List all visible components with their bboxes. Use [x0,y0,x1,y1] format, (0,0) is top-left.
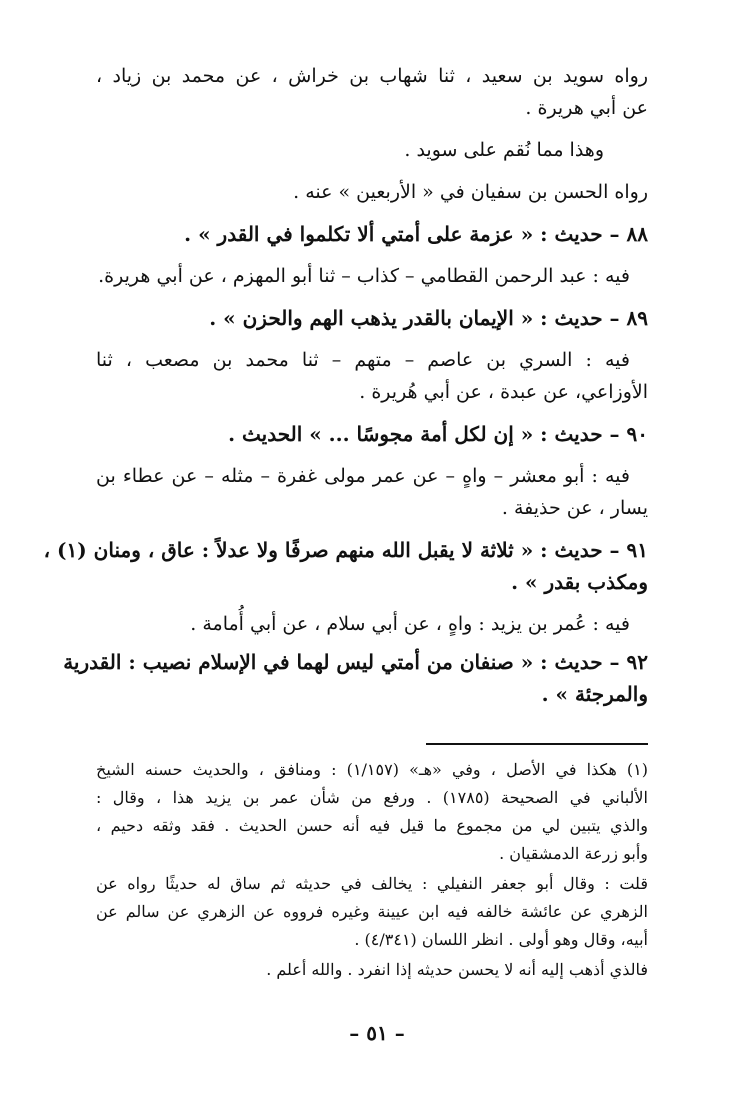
hadith-88-commentary [96,260,648,292]
text-line: فيه : السري بن عاصم – متهم – ثنا محمد بن مصعب ، ثنا [96,349,630,371]
text-line: وهذا مما نُقم على سويد . [404,139,604,161]
footnote-line: (١) هكذا في الأصل ، وفي «هـ» (١/١٥٧) : ومنافق ، والحديث حسنه الشيخ [96,760,649,779]
hadith-89-heading [96,302,648,334]
hadith-line: ٩٠ – حديث : « إن لكل أمة مجوسًا ... » الحديث . [228,422,648,446]
footnote-line: والذي يتبين لي من مجموع ما قيل فيه أنه حسن الحديث . فقد وثقه دحيم ، [96,816,648,835]
footnote-1 [96,756,648,868]
text-line: فيه : عبد الرحمن القطامي – كذاب – ثنا أبو المهزم ، عن أبي هريرة. [98,265,630,287]
paragraph-source [96,176,648,208]
hadith-line: ٨٩ – حديث : « الإيمان بالقدر يذهب الهم والحزن » . [209,306,648,330]
hadith-92-heading [63,646,648,710]
hadith-line: ٩٢ – حديث : « صنفان من أمتي ليس لهما في الإسلام نصيب : القدرية [63,650,648,674]
hadith-91-commentary [96,608,648,640]
text-line: فيه : أبو معشر – واهٍ – عن عمر مولى غفرة – مثله – عن عطاء بن [96,465,630,487]
text-line: رواه الحسن بن سفيان في « الأربعين » عنه . [293,181,648,203]
footnote-note [96,870,648,954]
hadith-line: ٨٨ – حديث : « عزمة على أمتي ألا تكلموا في القدر » . [184,222,648,246]
footnote-separator [426,743,648,745]
footnote-conclusion [96,956,648,984]
hadith-88-heading [96,218,648,250]
page-body [43,60,648,720]
text-line: عن أبي هريرة . [525,97,648,119]
text-line: فيه : عُمر بن يزيد : واهٍ ، عن أبي سلام ، عن أبي أُمامة . [190,613,630,635]
paragraph-comment [96,134,648,166]
footnote-line: الزهري عن عائشة خالفه فيه ابن عيينة وغيره فرووه عن الزهري عن سالم عن [96,902,648,921]
hadith-line: ومكذب بقدر » . [511,570,648,594]
page-number: – ٥١ – [349,1021,405,1045]
hadith-91-heading [43,534,648,598]
paragraph-riwaya [96,60,648,124]
footnote-line: فالذي أذهب إليه أنه لا يحسن حديثه إذا انفرد . والله أعلم . [266,960,648,979]
text-line: الأوزاعي، عن عبدة ، عن أبي هُريرة . [359,381,648,403]
footnotes [96,756,648,986]
hadith-line: ٩١ – حديث : « ثلاثة لا يقبل الله منهم صرفًا ولا عدلاً : عاق ، ومنان (١) ، [43,538,648,562]
footnote-line: الألباني في الصحيحة (١٧٨٥) . ورفع من شأن عمر بن يزيد هذا ، وقال : [96,788,648,807]
text-line: رواه سويد بن سعيد ، ثنا شهاب بن خراش ، عن محمد بن زياد ، [96,65,648,87]
hadith-89-commentary [96,344,648,408]
hadith-90-heading [96,418,648,450]
hadith-90-commentary [96,460,648,524]
text-line: يسار ، عن حذيفة . [501,497,648,519]
footnote-line: قلت : وقال أبو جعفر النفيلي : يخالف في حديثه ثم ساق له حديثًا رواه عن [96,874,648,893]
hadith-line: والمرجئة » . [541,682,648,706]
footnote-line: أبيه، وقال وهو أولى . انظر اللسان (٤/٣٤١) . [354,930,648,949]
footnote-line: وأبو زرعة الدمشقيان . [499,844,648,863]
